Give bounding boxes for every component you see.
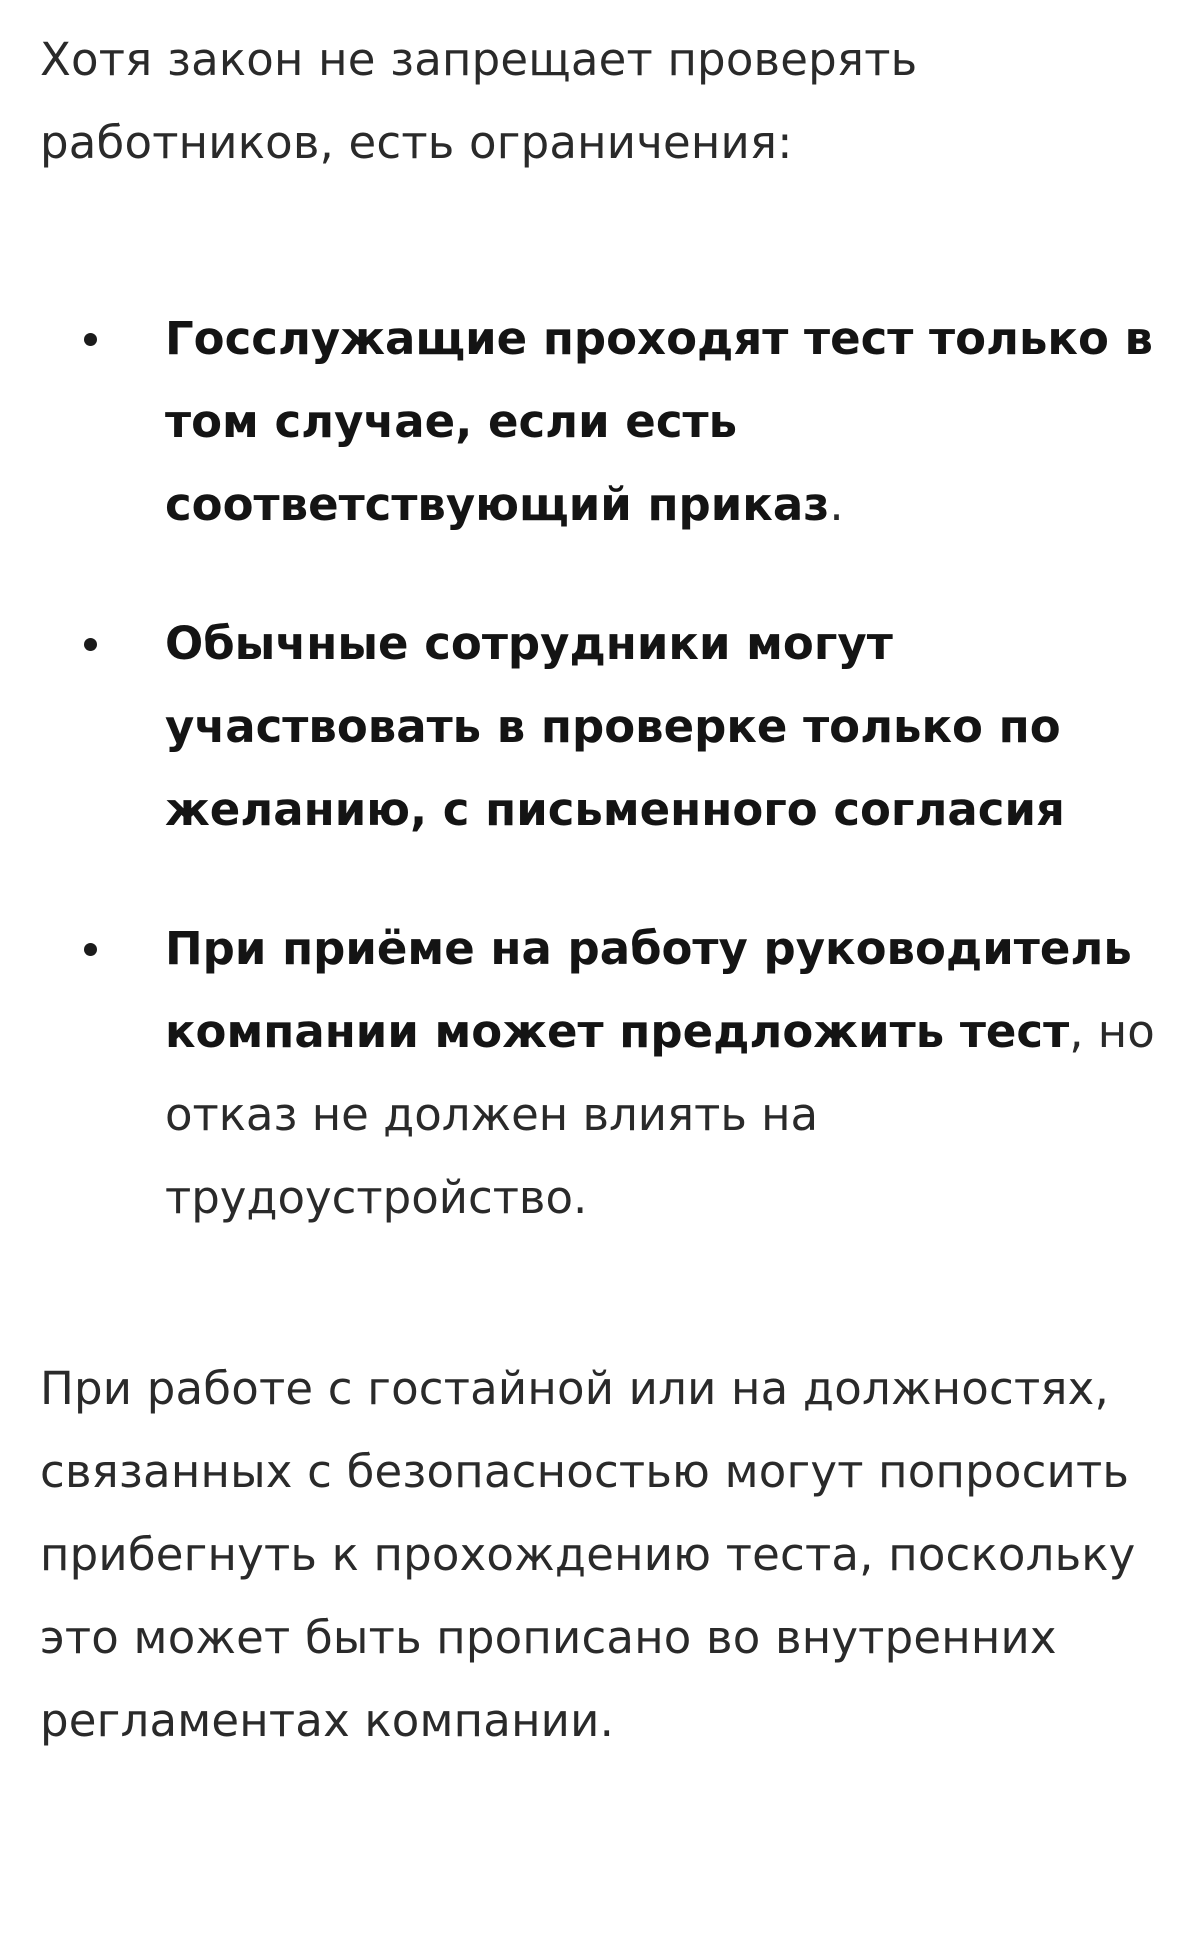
bullet-icon: [84, 943, 97, 956]
bullet-icon: [84, 333, 97, 346]
list-item-bold-text: Госслужащие проходят тест только в том случае, если есть соответствующий приказ: [165, 312, 1154, 531]
restrictions-list: [40, 297, 1170, 1239]
list-item: [40, 297, 1170, 546]
list-item-regular-text: .: [829, 478, 844, 531]
list-item-text: [165, 907, 1170, 1239]
list-item-regular-text: , но отказ не должен влиять на трудоустройство.: [165, 1005, 1155, 1224]
list-item-bold-text: При приёме на работу руководитель компании может предложить тест: [165, 922, 1132, 1058]
list-item-bold-text: Обычные сотрудники могут участвовать в проверке только по желанию, с письменного согласия: [165, 617, 1065, 836]
list-item-text: [165, 297, 1170, 546]
bullet-icon: [84, 638, 97, 651]
list-item: [40, 602, 1170, 851]
article-body: [40, 0, 1170, 1762]
intro-paragraph: Хотя закон не запрещает проверять работников, есть ограничения:: [40, 33, 918, 169]
list-item-text: [165, 602, 1170, 851]
outro-paragraph: При работе с гостайной или на должностях, связанных с безопасностью могут попросить прибегнуть к прохождению теста, поскольку это может быть прописано во внутренних регламентах компании.: [40, 1362, 1136, 1747]
list-item: [40, 907, 1170, 1239]
